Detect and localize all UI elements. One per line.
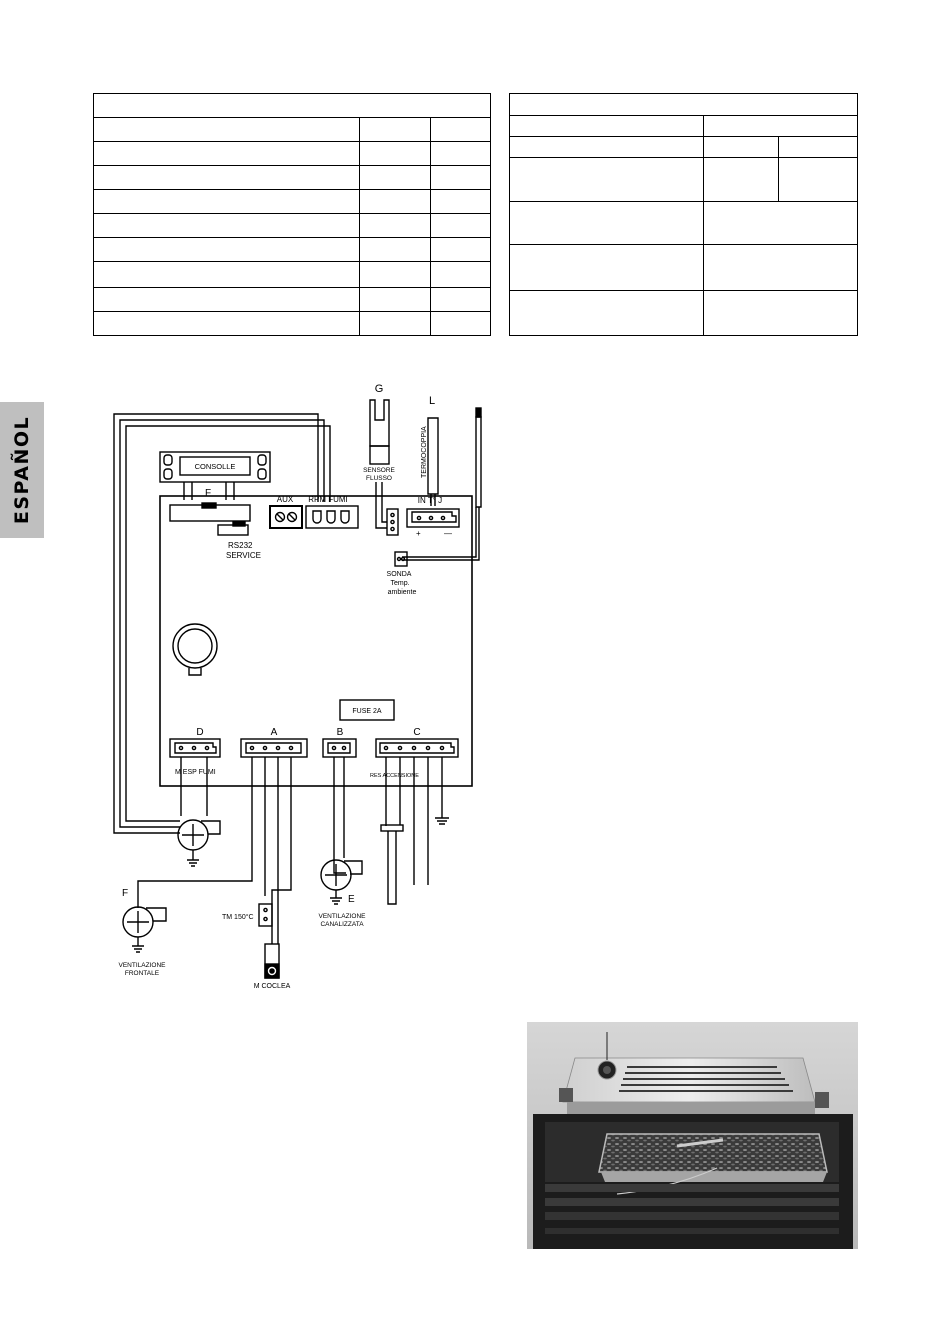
language-label: ESPAÑOL <box>11 415 33 525</box>
wiring-diagram <box>100 378 500 993</box>
thermocouple-probe <box>428 418 438 494</box>
language-tab <box>0 402 44 538</box>
label-c: C <box>413 727 421 738</box>
sensore-label: SENSORE <box>363 467 395 474</box>
battery <box>173 624 217 668</box>
ventilazione-canalizzata-1: VENTILAZIONE <box>318 913 366 920</box>
label-g: G <box>374 383 384 395</box>
fumi-wire-2 <box>120 420 324 827</box>
label-f-bottom: F <box>121 888 129 899</box>
consolle-label: CONSOLLE <box>194 462 236 471</box>
flow-sensor <box>370 400 389 446</box>
ventilazione-frontale-2: FRONTALE <box>124 970 160 977</box>
fuse-label: FUSE 2A <box>352 708 382 715</box>
rpm-fumi-connector <box>306 506 358 528</box>
label-b: B <box>336 727 344 738</box>
minus-label: — <box>444 529 452 538</box>
table-2 <box>509 93 858 336</box>
plus-label: + <box>416 529 421 538</box>
tm-switch <box>259 904 272 926</box>
aux-label: AUX <box>276 495 294 504</box>
fumi-wire-1 <box>114 414 318 833</box>
m-esp-fumi-label: M ESP FUMI <box>175 769 216 776</box>
res-accensione-label: RES ACCENSIONE <box>370 773 419 779</box>
aux-connector <box>270 506 302 528</box>
label-f-top: F <box>204 488 212 499</box>
stove-photo <box>527 1022 858 1249</box>
termocoppia-label: TERMOCOPPIA <box>421 426 428 478</box>
temp-label: Temp. <box>390 580 410 587</box>
fumi-wire-3 <box>126 426 330 821</box>
flusso-label: FLUSSO <box>365 475 393 482</box>
sonda-label: SONDA <box>386 571 412 578</box>
service-label: SERVICE <box>226 551 261 560</box>
label-e: E <box>348 894 355 905</box>
igniter <box>381 825 403 831</box>
label-l: L <box>428 395 436 407</box>
room-probe-tip <box>476 408 481 417</box>
rpm-fumi-label: RPM FUMI <box>308 495 348 504</box>
ventilazione-frontale-1: VENTILAZIONE <box>118 962 166 969</box>
ambiente-label: ambiente <box>387 589 417 596</box>
label-a: A <box>270 727 278 738</box>
tm-label: TM 150°C <box>222 914 254 921</box>
in-tc-label: IN T° J <box>417 496 443 505</box>
m-coclea-label: M COCLEA <box>253 983 291 990</box>
table-1 <box>93 93 491 336</box>
label-d: D <box>196 727 204 738</box>
ventilazione-canalizzata-2: CANALIZZATA <box>320 921 364 928</box>
rs232-label: RS232 <box>228 541 253 550</box>
